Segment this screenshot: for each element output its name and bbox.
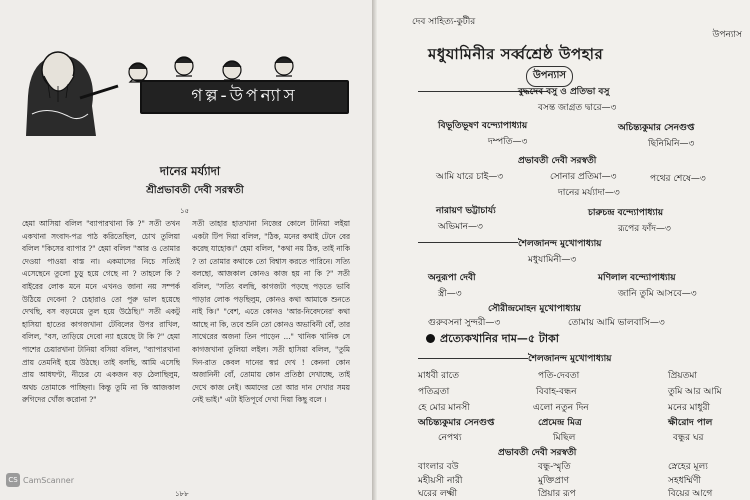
publisher-name: দেব সাহিত্য-কুটীর	[412, 17, 476, 27]
storyteller-figure	[26, 52, 118, 136]
section-banner: গল্প-উপন্যাস	[140, 80, 349, 114]
book-title: পথের শেষে—৩	[650, 174, 706, 184]
body-text-right: সতী তাহার হাতখানা নিজের কোলে টানিয়া লইয়া একটা টিপ দিয়া বলিল, "ঠিক, মনের কথাই টেনে বের করেছ যাহোক।" হেমা বলিল, "কথা নয় ঠিক, তাই নাকি ? তা তোমার কথাকে তো বিশ্বাস করতে পারিনে। সত্যি বলছো, আজকাল কোনও কাজ হয় না কি ?" সতী বলিল, "সত্যি বলছি, কাগজটা পড়ছে পড়তে ভাবি পাড়ার লোক পড়ছিলুম, কোনও কথা আমাকে শুনতে নাই কি।" "বেশ, এতে কোনও 'আর-নিবেদনের' কথা আছে না কি, তবে শুনি তো কোনও অভাবিনী বোঁ, তার সাথেরের অজনা তিন পাড়েন ..." খানিক খানিক সে কাগজখানা তুলিয়া লইল। সতী হাসিয়া বলিল, "তুমি দিন-রাত কেবল দানের স্বপ্ন দেখ ! কেননা কোন অজানিনী বোঁ, তোমায় কোন প্রতিষ্ঠা দেখাচ্ছে, তাই দেখে কাজ নেই। অমাদের তো আর দান দেখার সময় নেই ভাই।" এটা ইতিপূর্বে দেখা দিয়া কিছু বলে ।	[192, 219, 350, 405]
book-title: হে মোর মানসী	[418, 403, 470, 413]
author-name: ক্ষীরোদ পাল	[668, 418, 713, 428]
author-name: বিভূতিভূষণ বন্দ্যোপাধ্যায়	[438, 121, 528, 131]
scanner-watermark	[6, 473, 74, 487]
book-title: বন্ধুর ঘর	[673, 433, 704, 443]
price-heading: প্রত্যেকখানির দাম—৫ টাকা	[440, 332, 559, 345]
children-figures	[129, 57, 293, 82]
book-title: বসন্ত জাগ্রত দ্বারে—৩	[538, 103, 617, 113]
author-name: মণিলাল বন্দ্যোপাধ্যায়	[598, 273, 676, 283]
divider	[418, 242, 518, 243]
book-title: মহীয়সী নারী	[418, 476, 463, 486]
text-column-left	[22, 218, 180, 480]
book-title: স্ত্রী—৩	[438, 289, 462, 299]
book-title: মধুযামিনী—৩	[528, 255, 577, 265]
author-name: প্রভাবতী দেবী সরস্বতী	[518, 156, 597, 166]
book-title: প্রিয়তমা	[668, 371, 697, 381]
book-title: বন্ধু-স্মৃতি	[538, 462, 571, 472]
advert-headline: মধুযামিনীর সর্ব্বশ্রেষ্ঠ উপহার	[428, 45, 604, 63]
book-title: দম্পতি—৩	[488, 137, 528, 147]
camscanner-logo-icon: CS	[6, 473, 20, 487]
book-title: জানি তুমি আসবে—৩	[618, 289, 697, 299]
bullet-icon	[426, 334, 435, 343]
author-name: অচিন্ত্যকুমার সেনগুপ্ত	[618, 123, 695, 133]
author-name: সৌরীন্দ্রমোহন মুখোপাধ্যায়	[488, 304, 581, 314]
book-title: রূপের ফাঁদ—৩	[618, 224, 671, 234]
advert-subheading: উপন্যাস	[526, 66, 573, 87]
book-title: পতিব্রতা	[418, 387, 450, 397]
book-title: তুমি আর আমি	[668, 387, 722, 397]
author-name: অনুরূপা দেবী	[428, 273, 476, 283]
author-name: প্রভাবতী দেবী সরস্বতী	[498, 448, 577, 458]
author-name: চারুচন্দ্র বন্দ্যোপাধ্যায়	[588, 208, 663, 218]
book-title: মনের মাধুরী	[668, 403, 710, 413]
divider	[418, 358, 528, 359]
book-title: ঘরের লক্ষ্মী	[418, 489, 458, 499]
author-name: শৈলজানন্দ মুখোপাধ্যায়	[518, 239, 602, 249]
book-title: আমি যারে চাই—৩	[436, 172, 504, 182]
book-title: স্নেহের মূল্য	[668, 462, 708, 472]
story-author: শ্রীপ্রভাবতী দেবী সরস্বতী	[146, 185, 244, 196]
author-name: অচিন্ত্যকুমার সেনগুপ্ত	[418, 418, 495, 428]
book-title: মাধবী রাতে	[418, 371, 460, 381]
book-title: বিয়ের আগে	[668, 489, 713, 499]
book-title: মুক্তিপ্রাণ	[538, 476, 570, 486]
book-title: এলো নতুন দিন	[533, 403, 589, 413]
book-title: সোনার প্রতিমা—৩	[550, 172, 617, 182]
book-title: বিবাহ-বন্ধন	[536, 387, 577, 397]
book-title: বাংলার বউ	[418, 462, 459, 472]
book-title: দানের মর্য্যাদা—৩	[558, 188, 620, 198]
left-page	[0, 0, 372, 500]
book-title: অভিমান—৩	[438, 222, 483, 232]
right-page	[378, 0, 750, 500]
text-column-right	[192, 218, 350, 480]
category-label: উপন্যাস	[712, 30, 742, 40]
book-title: পতি-দেবতা	[538, 371, 580, 381]
author-name: বুদ্ধদেব বসু ও প্রতিভা বসু	[518, 87, 610, 97]
watermark-text: CamScanner	[23, 475, 75, 485]
book-title: নেপথ্য	[438, 433, 462, 443]
book-title: সহধর্ম্মিণী	[668, 476, 701, 486]
book-title: মিছিল	[553, 433, 576, 443]
author-name: শৈলজানন্দ মুখোপাধ্যায়	[528, 354, 612, 364]
column-page-number: ১৫	[180, 207, 190, 215]
author-name: প্রেমেন্দ্র মিত্র	[538, 418, 582, 428]
book-title: প্রিয়ার রূপ	[538, 489, 576, 499]
book-title: গুরুবসনা সুন্দরী—৩	[428, 318, 501, 328]
book-title: তোমায় আমি ভালবাসি—৩	[568, 318, 665, 328]
author-name: নারায়ণ ভট্টাচার্য্য	[436, 206, 496, 216]
body-text-left: হেমা আসিয়া বলিল "ব্যাপারখানা কি ?" সতী তখন একখানা সংবাদ-পত্র পাঠ করিতেছিল, চোখ তুলিয়া বলিল "কিসের ব্যাপার ?" হেমা বলিল "আর ও তোমার দেওয়া পাওয়া বাস্ত না। একমাসের নিচে সত্যিই এসেছেনে তুলো চুড়ু হয়ে গেছে না ? তাহলে কি ? বাইরের লোক মনে মনে এখনও জানা নয় সম্পর্ক উঠিয়ে দেবেনা ? চেহারাও তো পুরু ভাল হয়েছে দেখছি, বস বড়মেয়ে তুল হয়ে উঠেছি।" সতী একটু হাসিয়া হাতের কাগজখানা টেবিলের উপর রাখিল, বলিল, "বস, তাড়িয়ে দেবো ন্যা হয়েছে টা কি ?" হেমা পাশের চেয়ারখানা টানিয়া বসিয়া বলিল, "ব্যাপারখানা প্রায় তেমনিই হয়ে উঠছে। তাই বলছি, আমি এসেছি প্রায় আধঘণ্টা, নীচের যে একজন বড় ঠেলাছিলুম, অথচ তোমাকে পাচ্ছিনা। কিন্তু তুমি না কি আজকাল রুগিদের খোঁজ করোনা ?"	[22, 219, 180, 405]
page-number: ১৮৮	[175, 490, 189, 498]
book-title: ছিনিমিনি—৩	[648, 139, 695, 149]
story-title: দানের মর্য্যাদা	[159, 164, 221, 178]
